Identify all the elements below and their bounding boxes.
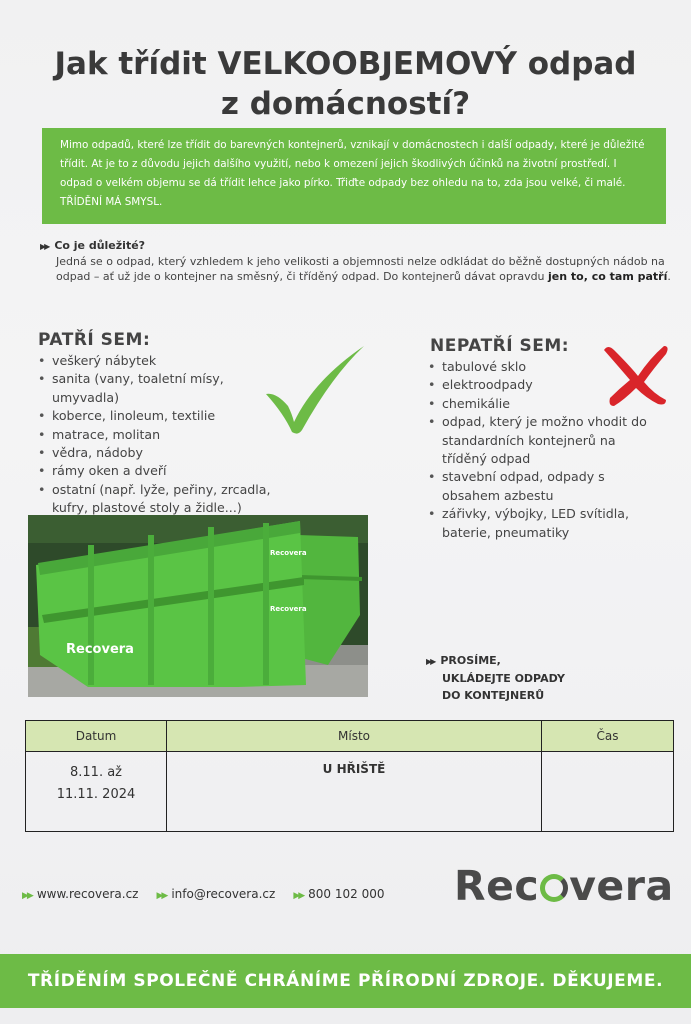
- header-date: Datum: [26, 721, 167, 752]
- list-item: • veškerý nábytek: [38, 352, 288, 370]
- list-item: • sanita (vany, toaletní mísy, umyvadla): [38, 370, 288, 407]
- recovera-logo: Rec vera: [454, 862, 674, 910]
- list-item: • stavební odpad, odpady s obsahem azbestu: [428, 468, 612, 505]
- title-line-1: Jak třídit VELKOOBJEMOVÝ odpad: [54, 46, 637, 82]
- title-line-2: z domácností?: [220, 86, 471, 122]
- intro-box: Mimo odpadů, které lze třídit do barevných kontejnerů, vznikají v domácnostech i další odpady, které je důležité třídit. At je to z důvodu jejich dalšího využití, nebo k omezení jejich škodlivých účinků na životní prostředí. I odpad o velkém objemu se dá třídit lehce jako pírko. Třiďte odpady bez ohledu na to, zda jsou velké, či malé. TŘÍDĚNÍ MÁ SMYSL.: [42, 128, 666, 224]
- photo-brand-label: Recovera: [66, 642, 134, 657]
- date-line-1: 8.11. až: [70, 765, 122, 780]
- green-check-icon: [262, 344, 368, 436]
- header-place: Místo: [167, 721, 542, 752]
- double-arrow-icon: ▶▶: [40, 242, 49, 251]
- red-cross-icon: [600, 340, 670, 408]
- please-line-1: PROSÍME,: [440, 654, 501, 667]
- list-item: • matrace, molitan: [38, 426, 288, 444]
- date-line-2: 11.11. 2024: [56, 787, 136, 802]
- container-photo: [28, 515, 368, 697]
- footer-banner: TŘÍDĚNÍM SPOLEČNĚ CHRÁNÍME PŘÍRODNÍ ZDROJE. DĚKUJEME.: [0, 954, 691, 1008]
- list-item: • chemikálie: [428, 395, 668, 413]
- table-header-row: [26, 721, 674, 752]
- important-heading: [40, 238, 680, 254]
- date-cell: [26, 752, 167, 832]
- list-item: • rámy oken a dveří: [38, 462, 288, 480]
- list-item: • tabulové sklo: [428, 358, 668, 376]
- list-item: • ostatní (např. lyže, peřiny, zrcadla, kufry, plastové stoly a židle...): [38, 481, 288, 518]
- time-cell: [542, 752, 674, 832]
- double-arrow-icon: ▶▶: [22, 891, 32, 901]
- important-emphasis: jen to, co tam patří: [548, 270, 668, 283]
- contact-web[interactable]: ▶▶ www.recovera.cz: [22, 887, 139, 901]
- please-line-2: UKLÁDEJTE ODPADY: [442, 672, 565, 685]
- place-cell: U HŘIŠTĚ: [167, 752, 542, 832]
- important-heading-text: Co je důležité?: [54, 239, 146, 252]
- contact-email[interactable]: ▶▶ info@recovera.cz: [156, 887, 276, 901]
- important-text: Jedná se o odpad, který vzhledem k jeho velikosti a objemnosti nelze odkládat do běžně dostupných nádob na odpad – ať už jde o kontejner na směsný, či tříděný odpad. Do kontejnerů dávat opravdu: [56, 255, 665, 283]
- double-arrow-icon: ▶▶: [426, 657, 435, 666]
- photo-brand-label-small: Recovera: [270, 605, 307, 613]
- belongs-list: [38, 352, 288, 518]
- recycle-o-icon: [540, 874, 568, 902]
- double-arrow-icon: ▶▶: [293, 891, 304, 901]
- please-notice: [426, 652, 565, 704]
- please-line-3: DO KONTEJNERŮ: [442, 689, 545, 702]
- important-end: .: [667, 270, 671, 283]
- schedule-table: [25, 720, 674, 832]
- list-item: • elektroodpady: [428, 376, 668, 394]
- table-row: [26, 752, 674, 832]
- photo-brand-label-small: Recovera: [270, 549, 307, 557]
- contact-phone[interactable]: ▶▶ 800 102 000: [293, 887, 385, 901]
- list-item: • vědra, nádoby: [38, 444, 288, 462]
- belongs-title: PATŘÍ SEM:: [38, 330, 151, 350]
- not-belongs-title: NEPATŘÍ SEM:: [430, 336, 570, 356]
- header-time: Čas: [542, 721, 674, 752]
- list-item: • koberce, linoleum, textilie: [38, 407, 288, 425]
- important-body: [56, 254, 680, 284]
- contacts-row: [22, 887, 385, 901]
- page-title: [20, 44, 671, 124]
- list-item: • odpad, který je možno vhodit do standardních kontejnerů na tříděný odpad: [428, 413, 654, 468]
- list-item: • zářivky, výbojky, LED svítidla, baterie, pneumatiky: [428, 505, 662, 542]
- important-section: [40, 238, 680, 284]
- double-arrow-icon: ▶▶: [156, 891, 167, 901]
